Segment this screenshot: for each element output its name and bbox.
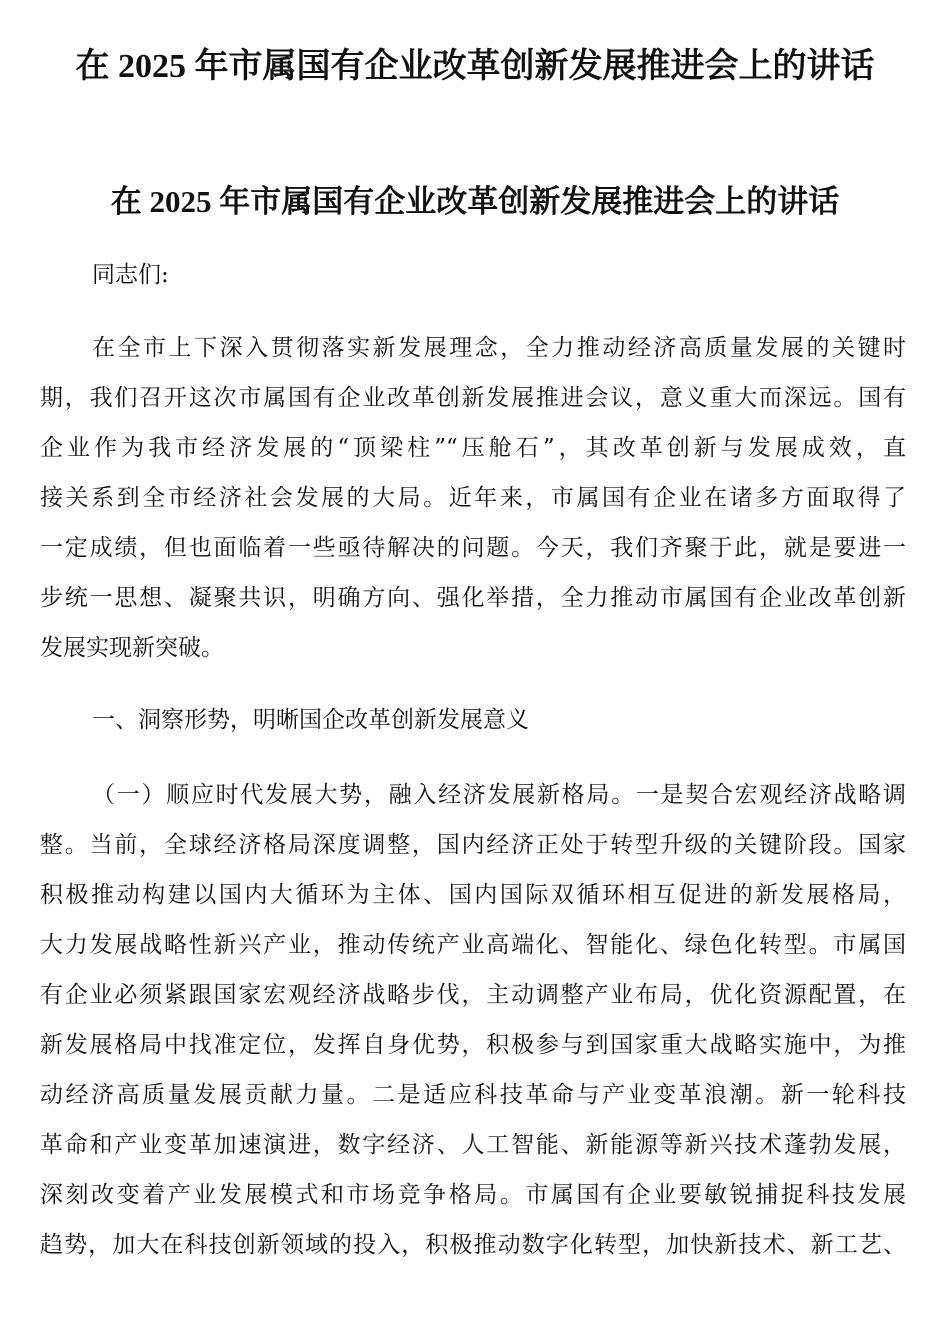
paragraph-line: 发展实现新突破。: [40, 635, 224, 661]
paragraph-line: 革命和产业变革加速演进，数字经济、人工智能、新能源等新兴技术蓬勃发展，: [40, 1132, 906, 1158]
paragraph-line: 企业作为我市经济发展的“顶梁柱”“压舱石”，其改革创新与发展成效，直: [40, 435, 906, 461]
paragraph-line: 深刻改变着产业发展模式和市场竞争格局。市属国有企业要敏锐捕捉科技发展: [40, 1182, 906, 1208]
paragraph-line: 整。当前，全球经济格局深度调整，国内经济正处于转型升级的关键阶段。国家: [40, 832, 906, 858]
page-header-title: 在 2025 年市属国有企业改革创新发展推进会上的讲话: [75, 48, 875, 85]
section-heading-text: 一、洞察形势，明晰国企改革创新发展意义: [92, 707, 529, 733]
paragraph-line: 期，我们召开这次市属国有企业改革创新发展推进会议，意义重大而深远。国有: [40, 385, 906, 411]
paragraph-line: 动经济高质量发展贡献力量。二是适应科技革命与产业变革浪潮。新一轮科技: [40, 1082, 906, 1108]
paragraph-line: 趋势，加大在科技创新领域的投入，积极推动数字化转型，加快新技术、新工艺、: [40, 1232, 906, 1258]
section-paragraph: [40, 770, 906, 1270]
paragraph-line: 有企业必须紧跟国家宏观经济战略步伐，主动调整产业布局，优化资源配置，在: [40, 982, 906, 1008]
salutation-text: 同志们:: [92, 262, 169, 288]
opening-paragraph: [40, 323, 906, 673]
paragraph-line: 大力发展战略性新兴产业，推动传统产业高端化、智能化、绿色化转型。市属国: [40, 932, 906, 958]
paragraph-line: 新发展格局中找准定位，发挥自身优势，积极参与到国家重大战略实施中，为推: [40, 1032, 906, 1058]
paragraph-line: 在全市上下深入贯彻落实新发展理念，全力推动经济高质量发展的关键时: [92, 335, 906, 361]
paragraph-line: （一）顺应时代发展大势，融入经济发展新格局。一是契合宏观经济战略调: [92, 782, 906, 808]
document-title: 在 2025 年市属国有企业改革创新发展推进会上的讲话: [110, 184, 840, 219]
paragraph-line: 接关系到全市经济社会发展的大局。近年来，市属国有企业在诸多方面取得了: [40, 485, 906, 511]
paragraph-line: 步统一思想、凝聚共识，明确方向、强化举措，全力推动市属国有企业改革创新: [40, 585, 906, 611]
paragraph-line: 积极推动构建以国内大循环为主体、国内国际双循环相互促进的新发展格局，: [40, 882, 906, 908]
section-heading: [40, 695, 906, 745]
paragraph-line: 一定成绩，但也面临着一些亟待解决的问题。今天，我们齐聚于此，就是要进一: [40, 535, 906, 561]
salutation: [40, 250, 906, 300]
